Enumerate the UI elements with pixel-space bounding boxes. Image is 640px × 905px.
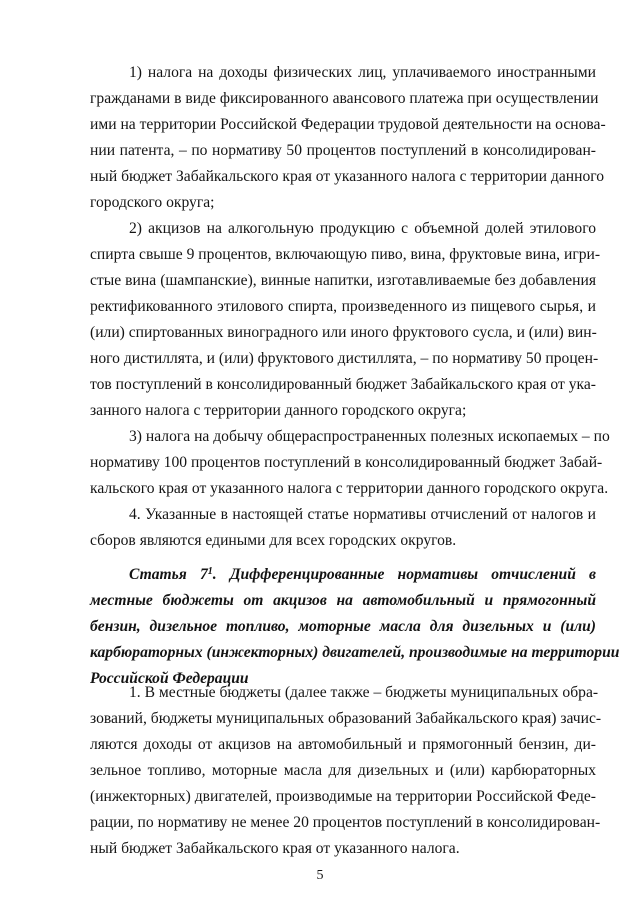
text-line: (или) спиртованных виноградного или иного фруктового сусла, и (или) вин- [90, 324, 597, 341]
text-line: нии патента, – по нормативу 50 процентов поступлений в консолидирован- [90, 142, 596, 159]
text-line: зельное топливо, моторные масла для дизельных и (или) карбюраторных [90, 762, 596, 779]
article-title-line [129, 562, 596, 588]
text-line: кальского края от указанного налога с территории данного городского округа. [90, 480, 609, 497]
text-line: ректификованного этилового спирта, произведенного из пищевого сырья, и [90, 298, 596, 315]
text-line: гражданами в виде фиксированного авансового платежа при осуществлении [90, 90, 599, 107]
text-line: ный бюджет Забайкальского края от указанного налога. [90, 840, 460, 857]
article-title-prefix: Статья 7 [129, 566, 208, 583]
article-title-line: бензин, дизельное топливо, моторные масла для дизельных и (или) [90, 618, 596, 635]
article-title-line: местные бюджеты от акцизов на автомобильный и прямогонный [90, 592, 596, 609]
page-number: 5 [316, 868, 324, 883]
text-line: тов поступлений в консолидированный бюджет Забайкальского края от ука- [90, 376, 596, 393]
article-title-line: Российской Федерации [90, 670, 249, 687]
text-line: ими на территории Российской Федерации трудовой деятельности на основа- [90, 116, 606, 133]
text-line: спирта свыше 9 процентов, включающую пиво, вина, фруктовые вина, игри- [90, 246, 601, 263]
text-line: (инжекторных) двигателей, производимые на территории Российской Феде- [90, 788, 596, 805]
text-line: 4. Указанные в настоящей статье нормативы отчислений от налогов и [129, 506, 596, 523]
article-number-superscript: 1 [207, 566, 213, 577]
text-line: 1. В местные бюджеты (далее также – бюджеты муниципальных обра- [129, 684, 599, 701]
text-line: стые вина (шампанские), винные напитки, изготавливаемые без добавления [90, 272, 596, 289]
text-line: занного налога с территории данного городского округа; [90, 402, 467, 419]
text-line: зований, бюджеты муниципальных образований Забайкальского края) зачис- [90, 710, 602, 727]
text-line: ный бюджет Забайкальского края от указанного налога с территории данного [90, 168, 605, 185]
text-line: ного дистиллята, и (или) фруктового дистиллята, – по нормативу 50 процен- [90, 350, 599, 367]
article-title-rest: . Дифференцированные нормативы отчислений в [212, 566, 596, 583]
text-line: 2) акцизов на алкогольную продукцию с объемной долей этилового [129, 220, 596, 237]
text-line: сборов являются едиными для всех городских округов. [90, 532, 457, 549]
text-line: 3) налога на добычу общераспространенных полезных ископаемых – по [129, 428, 610, 445]
text-line: нормативу 100 процентов поступлений в консолидированный бюджет Забай- [90, 454, 603, 471]
text-line: ляются доходы от акцизов на автомобильный и прямогонный бензин, ди- [90, 736, 596, 753]
text-line: 1) налога на доходы физических лиц, уплачиваемого иностранными [129, 64, 596, 81]
text-line: городского округа; [90, 194, 215, 211]
article-title-line: карбюраторных (инжекторных) двигателей, производимые на территории [90, 644, 620, 661]
text-line: рации, по нормативу не менее 20 процентов поступлений в консолидирован- [90, 814, 601, 831]
